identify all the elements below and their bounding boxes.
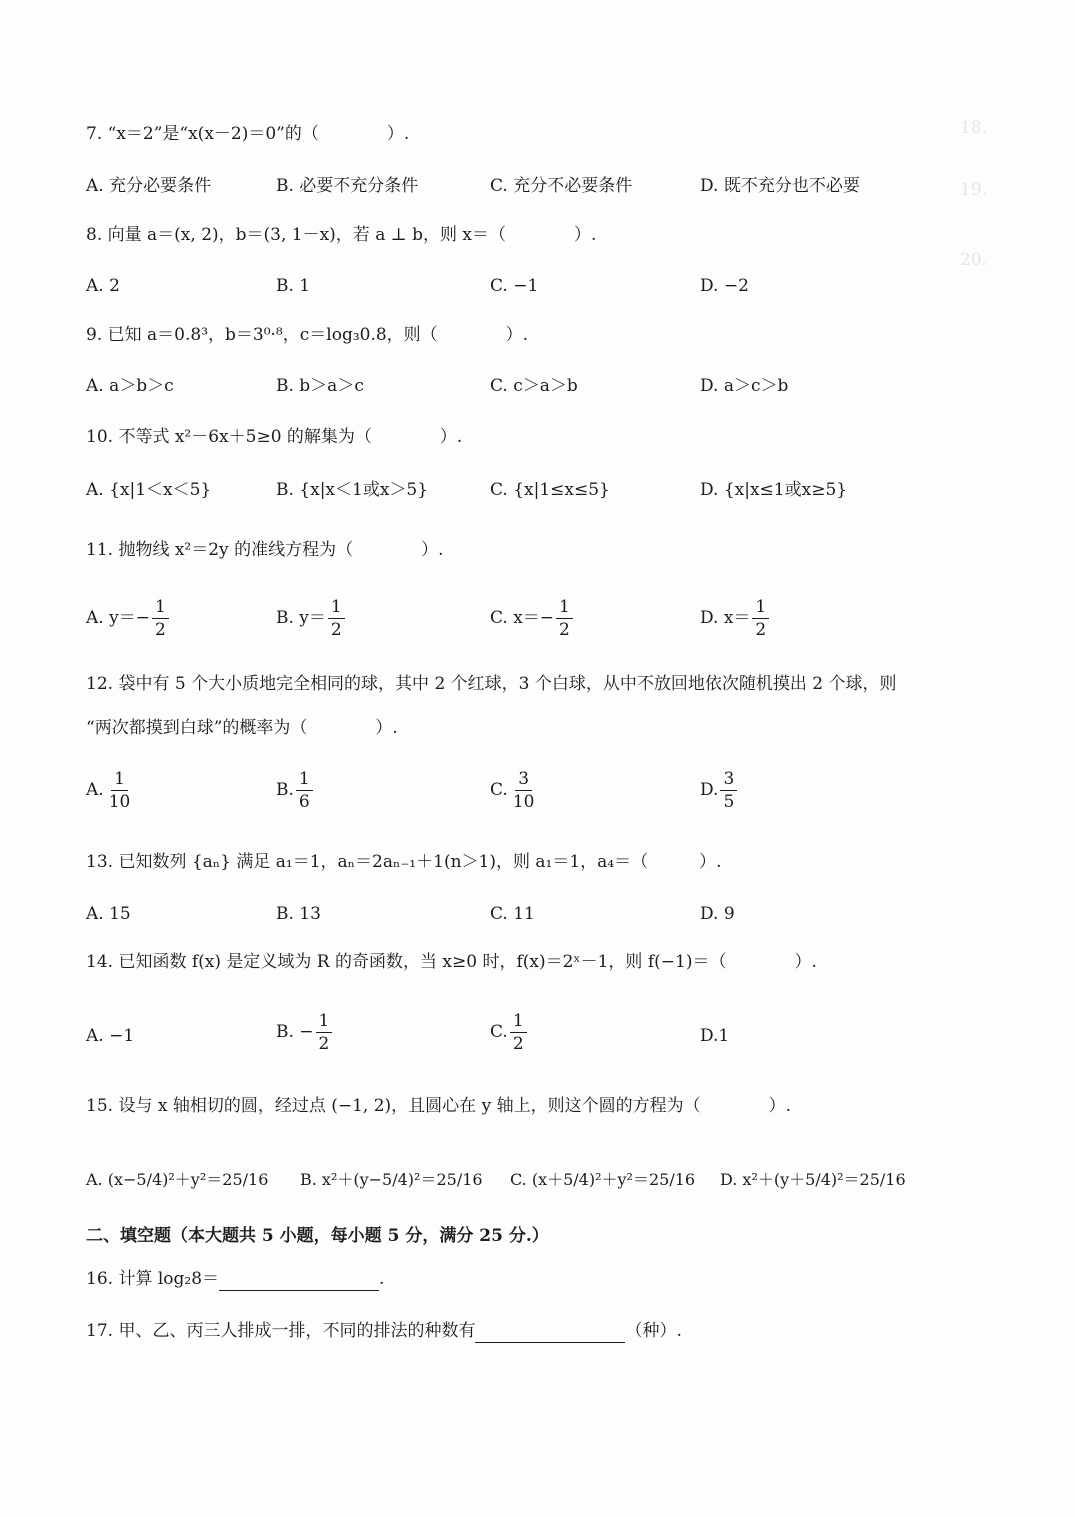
- question-11-option-b: B. y＝ $\frac{1}{2}$: [276, 596, 347, 641]
- question-15-option-b: B. x²＋(y−5/4)²＝25/16: [300, 1170, 483, 1189]
- question-10-option-d: D. {x|x≤1或x≥5}: [700, 480, 848, 500]
- question-15-option-a: A. (x−5/4)²＋y²＝25/16: [86, 1170, 269, 1189]
- question-13-stem: 13. 已知数列 {aₙ} 满足 a₁＝1，aₙ＝2aₙ₋₁＋1(n＞1)，则 a₁＝1，a₄＝（ ）.: [86, 852, 722, 872]
- question-13-option-d: D. 9: [700, 904, 735, 924]
- question-15-option-c: C. (x＋5/4)²＋y²＝25/16: [510, 1170, 696, 1189]
- question-8-option-c: C. −1: [490, 276, 539, 296]
- question-13-option-b: B. 13: [276, 904, 321, 924]
- question-7-stem: 7. “x＝2”是“x(x－2)＝0”的（ ）.: [86, 124, 410, 144]
- question-7-option-b: B. 必要不充分条件: [276, 176, 419, 196]
- fraction: $\frac{1}{6}$: [296, 768, 313, 813]
- question-12-option-b: B. $\frac{1}{6}$: [276, 768, 315, 813]
- answer-blank: [219, 1266, 379, 1291]
- answer-blank: [475, 1318, 625, 1343]
- question-13-option-c: C. 11: [490, 904, 535, 924]
- question-8-stem: 8. 向量 a＝(x, 2)，b＝(3, 1－x)，若 a ⊥ b，则 x＝（ ）.: [86, 225, 597, 245]
- fraction: $\frac{1}{2}$: [510, 1010, 527, 1055]
- question-10-option-b: B. {x|x＜1或x＞5}: [276, 480, 429, 500]
- question-7-option-c: C. 充分不必要条件: [490, 176, 633, 196]
- question-10-option-c: C. {x|1≤x≤5}: [490, 480, 610, 500]
- question-12-option-a: A. $\frac{1}{10}$: [86, 768, 135, 813]
- question-8-option-b: B. 1: [276, 276, 311, 296]
- question-12-stem: 12. 袋中有 5 个大小质地完全相同的球，其中 2 个红球，3 个白球，从中不放回地依次随机摸出 2 个球，则: [86, 674, 897, 694]
- question-8-option-d: D. −2: [700, 276, 749, 296]
- fraction: $\frac{1}{2}$: [556, 596, 573, 641]
- fraction: $\frac{3}{10}$: [512, 769, 535, 812]
- bleed-through-text: 19.: [960, 180, 988, 200]
- question-15-stem: 15. 设与 x 轴相切的圆，经过点 (−1, 2)，且圆心在 y 轴上，则这个圆的方程为（ ）.: [86, 1096, 792, 1116]
- question-10-option-a: A. {x|1＜x＜5}: [86, 480, 212, 500]
- question-14-stem: 14. 已知函数 f(x) 是定义域为 R 的奇函数，当 x≥0 时，f(x)＝2ˣ－1，则 f(−1)＝（ ）.: [86, 952, 817, 972]
- question-11-option-d: D. x＝ $\frac{1}{2}$: [700, 596, 771, 641]
- question-13-option-a: A. 15: [86, 904, 131, 924]
- question-17: 17. 甲、乙、丙三人排成一排，不同的排法的种数有 （种）.: [86, 1318, 682, 1343]
- question-14-option-c: C. $\frac{1}{2}$: [490, 1010, 529, 1055]
- question-12-option-c: C. $\frac{3}{10}$: [490, 768, 539, 813]
- fraction: $\frac{1}{10}$: [108, 769, 131, 812]
- question-9-option-a: A. a＞b＞c: [86, 376, 174, 396]
- fraction: $\frac{1}{2}$: [328, 596, 345, 641]
- question-7-option-d: D. 既不充分也不必要: [700, 176, 860, 196]
- fraction: $\frac{1}{2}$: [152, 596, 169, 641]
- fraction: $\frac{3}{5}$: [720, 768, 737, 813]
- question-9-option-c: C. c＞a＞b: [490, 376, 578, 396]
- question-11-stem: 11. 抛物线 x²＝2y 的准线方程为（ ）.: [86, 540, 444, 560]
- question-7-option-a: A. 充分必要条件: [86, 176, 212, 196]
- question-9-option-b: B. b＞a＞c: [276, 376, 364, 396]
- question-14-option-b: B. − $\frac{1}{2}$: [276, 1010, 334, 1055]
- question-11-option-c: C. x＝− $\frac{1}{2}$: [490, 596, 575, 641]
- question-16: 16. 计算 log₂8＝ .: [86, 1266, 384, 1291]
- section-2-title: 二、填空题（本大题共 5 小题，每小题 5 分，满分 25 分.）: [86, 1226, 549, 1246]
- fraction: $\frac{1}{2}$: [316, 1010, 333, 1055]
- bleed-through-text: 18.: [960, 118, 988, 138]
- question-12-option-d: D. $\frac{3}{5}$: [700, 768, 739, 813]
- question-11-option-a: A. y＝− $\frac{1}{2}$: [86, 596, 171, 641]
- question-10-stem: 10. 不等式 x²－6x＋5≥0 的解集为（ ）.: [86, 427, 463, 447]
- question-15-option-d: D. x²＋(y＋5/4)²＝25/16: [720, 1170, 906, 1189]
- bleed-through-text: 20.: [960, 250, 988, 270]
- question-9-stem: 9. 已知 a＝0.8³，b＝3⁰·⁸，c＝log₃0.8，则（ ）.: [86, 325, 529, 345]
- question-12-stem-cont: “两次都摸到白球”的概率为（ ）.: [86, 718, 398, 738]
- question-14-option-a: A. −1: [86, 1026, 135, 1046]
- question-8-option-a: A. 2: [86, 276, 120, 296]
- question-14-option-d: D.1: [700, 1026, 730, 1046]
- fraction: $\frac{1}{2}$: [752, 596, 769, 641]
- question-9-option-d: D. a＞c＞b: [700, 376, 789, 396]
